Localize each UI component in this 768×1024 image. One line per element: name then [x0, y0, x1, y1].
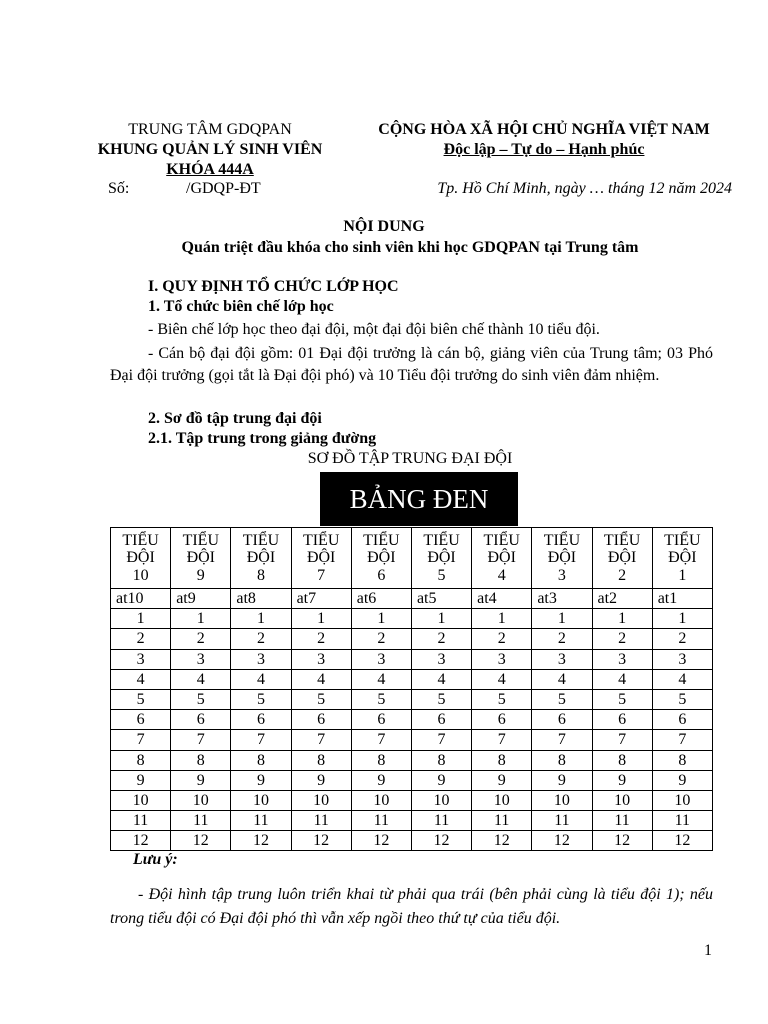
seat-number-cell: 3 [592, 649, 652, 669]
seat-number-cell: 4 [592, 669, 652, 689]
seat-number-cell: 7 [231, 730, 291, 750]
seat-number-cell: 7 [652, 730, 712, 750]
squad-header-num: 8 [256, 566, 265, 584]
table-row [111, 649, 713, 669]
table-row [111, 770, 713, 790]
note-text: - Đội hình tập trung luôn triển khai từ phải qua trái (bên phải cùng là tiểu đội 1); nếu trong tiểu đội có Đại đội phó thì vẫn xếp ngồi theo thứ tự của tiểu đội. [110, 886, 713, 927]
seat-number-cell: 10 [351, 790, 411, 810]
seat-number-cell: 6 [111, 710, 171, 730]
table-row [111, 669, 713, 689]
seat-number-cell: 9 [171, 770, 231, 790]
seat-number-cell: 11 [472, 811, 532, 831]
seat-number-cell: 5 [351, 689, 411, 709]
doc-title: NỘI DUNG [343, 218, 425, 235]
seat-number-cell: 10 [652, 790, 712, 810]
table-row [111, 689, 713, 709]
squad-code-cell: at1 [652, 589, 712, 609]
seat-number-cell: 12 [171, 831, 231, 851]
squad-header-num: 10 [132, 566, 149, 584]
paragraph-1 [110, 319, 713, 341]
seat-number-cell: 2 [111, 629, 171, 649]
seat-number-cell: 9 [472, 770, 532, 790]
seat-number-cell: 8 [532, 750, 592, 770]
squad-header-num: 2 [618, 566, 627, 584]
squad-header-word1: TIỂU [122, 531, 159, 549]
note-label: Lưu ý: [133, 851, 178, 868]
squad-header-word1: TIỂU [423, 531, 460, 549]
section-heading-1: I. QUY ĐỊNH TỔ CHỨC LỚP HỌC [148, 278, 399, 295]
seat-number-cell: 4 [652, 669, 712, 689]
subsection-heading-1: 1. Tổ chức biên chế lớp học [148, 298, 334, 315]
squad-code-cell: at3 [532, 589, 592, 609]
seat-number-cell: 3 [231, 649, 291, 669]
table-row [111, 730, 713, 750]
paragraph-1-text: - Biên chế lớp học theo đại đội, một đại đội biên chế thành 10 tiểu đội. [148, 321, 600, 338]
diagram-title: SƠ ĐỒ TẬP TRUNG ĐẠI ĐỘI [307, 450, 513, 467]
seat-number-cell: 5 [411, 689, 471, 709]
seat-number-cell: 1 [351, 609, 411, 629]
seat-number-cell: 3 [111, 649, 171, 669]
seat-number-cell: 9 [291, 770, 351, 790]
seat-number-cell: 10 [111, 790, 171, 810]
seat-number-cell: 10 [171, 790, 231, 810]
seat-number-cell: 9 [111, 770, 171, 790]
table-row [111, 811, 713, 831]
squad-header [291, 528, 351, 589]
seat-number-cell: 11 [111, 811, 171, 831]
seat-number-cell: 10 [472, 790, 532, 810]
squad-header-num: 7 [317, 566, 326, 584]
squad-header-num: 3 [557, 566, 566, 584]
squad-code-cell: at6 [351, 589, 411, 609]
seat-number-cell: 11 [532, 811, 592, 831]
seat-number-cell: 11 [171, 811, 231, 831]
seat-number-cell: 7 [532, 730, 592, 750]
seat-number-cell: 9 [351, 770, 411, 790]
squad-header [472, 528, 532, 589]
doc-number-label: Số: [108, 180, 130, 197]
seat-number-cell: 12 [532, 831, 592, 851]
seat-number-cell: 7 [472, 730, 532, 750]
subsection-heading-2-1: 2.1. Tập trung trong giảng đường [148, 430, 377, 447]
seat-number-cell: 9 [532, 770, 592, 790]
seat-number-cell: 3 [652, 649, 712, 669]
seat-number-cell: 12 [351, 831, 411, 851]
seat-number-cell: 8 [411, 750, 471, 770]
doc-subtitle: Quán triệt đầu khóa cho sinh viên khi học GDQPAN tại Trung tâm [181, 239, 639, 256]
seat-number-cell: 5 [472, 689, 532, 709]
seat-number-cell: 4 [171, 669, 231, 689]
seat-number-cell: 1 [111, 609, 171, 629]
squad-header-word1: TIỂU [363, 531, 400, 549]
blackboard-label: BẢNG ĐEN [320, 472, 518, 526]
squad-header-word1: TIỂU [242, 531, 280, 549]
seat-number-cell: 2 [231, 629, 291, 649]
seat-number-cell: 10 [411, 790, 471, 810]
seat-number-cell: 8 [111, 750, 171, 770]
seat-number-cell: 4 [231, 669, 291, 689]
table-row [111, 831, 713, 851]
squad-header-word2: ĐỘI [427, 549, 456, 567]
squad-code-row [111, 589, 713, 609]
table-row [111, 790, 713, 810]
table-header-row [111, 528, 713, 589]
seat-number-cell: 5 [652, 689, 712, 709]
seat-number-cell: 8 [652, 750, 712, 770]
squad-header-word2: ĐỘI [547, 549, 577, 567]
seat-number-cell: 6 [231, 710, 291, 730]
squad-header [532, 528, 592, 589]
seat-number-cell: 1 [472, 609, 532, 629]
squad-header [592, 528, 652, 589]
seat-number-cell: 4 [411, 669, 471, 689]
seat-number-cell: 2 [171, 629, 231, 649]
seat-number-cell: 11 [351, 811, 411, 831]
squad-header [652, 528, 712, 589]
seat-number-cell: 10 [291, 790, 351, 810]
paragraph-2-text: - Cán bộ đại đội gồm: 01 Đại đội trưởng là cán bộ, giảng viên của Trung tâm; 03 Phó Đại đội trưởng (gọi tắt là Đại đội phó) và 10 Tiểu đội trưởng do sinh viên đảm nhiệm. [110, 345, 713, 384]
seat-number-cell: 12 [592, 831, 652, 851]
squad-header-word2: ĐỘI [607, 549, 637, 567]
seat-number-cell: 9 [592, 770, 652, 790]
squad-code-cell: at8 [231, 589, 291, 609]
seat-number-cell: 10 [231, 790, 291, 810]
seat-number-cell: 1 [532, 609, 592, 629]
seat-number-cell: 4 [291, 669, 351, 689]
seat-number-cell: 5 [592, 689, 652, 709]
page-number: 1 [704, 942, 712, 959]
header-org-name: TRUNG TÂM GDQPAN [128, 121, 292, 138]
seat-number-cell: 8 [592, 750, 652, 770]
seat-number-cell: 4 [351, 669, 411, 689]
seat-number-cell: 9 [652, 770, 712, 790]
seat-number-cell: 3 [351, 649, 411, 669]
squad-header [231, 528, 291, 589]
squad-header-word2: ĐỘI [668, 549, 697, 567]
table-row [111, 710, 713, 730]
seat-number-cell: 8 [351, 750, 411, 770]
seat-number-cell: 2 [592, 629, 652, 649]
seat-number-cell: 5 [111, 689, 171, 709]
squad-header-num: 1 [678, 566, 687, 584]
note-paragraph [110, 883, 713, 931]
squad-header-word2: ĐỘI [186, 549, 215, 567]
squad-header-word1: TIỂU [664, 531, 701, 549]
squad-header [171, 528, 231, 589]
table-row [111, 750, 713, 770]
seat-number-cell: 11 [291, 811, 351, 831]
squad-header-word2: ĐỘI [487, 549, 516, 567]
seat-number-cell: 1 [411, 609, 471, 629]
seat-number-cell: 12 [652, 831, 712, 851]
doc-number-code: /GDQP-ĐT [186, 180, 261, 197]
squad-header-word2: ĐỘI [306, 549, 336, 567]
seat-number-cell: 8 [231, 750, 291, 770]
seat-number-cell: 6 [291, 710, 351, 730]
seat-number-cell: 8 [472, 750, 532, 770]
seat-number-cell: 1 [592, 609, 652, 629]
squad-header-word1: TIỂU [543, 531, 581, 549]
seat-number-cell: 10 [532, 790, 592, 810]
seat-number-cell: 3 [411, 649, 471, 669]
seat-number-cell: 8 [291, 750, 351, 770]
seat-number-cell: 4 [472, 669, 532, 689]
seat-number-cell: 12 [231, 831, 291, 851]
squad-header [411, 528, 471, 589]
seat-number-cell: 5 [171, 689, 231, 709]
seat-number-cell: 11 [592, 811, 652, 831]
seat-number-cell: 1 [291, 609, 351, 629]
seat-number-cell: 2 [351, 629, 411, 649]
squad-header-num: 6 [377, 566, 386, 584]
seat-number-cell: 2 [411, 629, 471, 649]
seat-number-cell: 6 [472, 710, 532, 730]
squad-code-cell: at9 [171, 589, 231, 609]
seat-number-cell: 10 [592, 790, 652, 810]
squad-code-cell: at4 [472, 589, 532, 609]
squad-code-cell: at10 [111, 589, 171, 609]
seat-number-cell: 3 [532, 649, 592, 669]
seat-number-cell: 2 [291, 629, 351, 649]
squad-header-word2: ĐỘI [126, 549, 155, 567]
subsection-heading-2: 2. Sơ đồ tập trung đại đội [148, 410, 322, 427]
squad-header-word1: TIỂU [483, 531, 520, 549]
seat-number-cell: 7 [291, 730, 351, 750]
squad-header-word2: ĐỘI [246, 549, 276, 567]
seat-number-cell: 6 [592, 710, 652, 730]
header-country: CỘNG HÒA XÃ HỘI CHỦ NGHĨA VIỆT NAM [378, 121, 710, 138]
seat-number-cell: 3 [171, 649, 231, 669]
seat-number-cell: 3 [472, 649, 532, 669]
seat-number-cell: 2 [532, 629, 592, 649]
squad-header-num: 4 [497, 566, 506, 584]
seat-number-cell: 6 [652, 710, 712, 730]
seat-number-cell: 6 [411, 710, 471, 730]
table-row [111, 629, 713, 649]
seat-number-cell: 4 [532, 669, 592, 689]
squad-code-cell: at7 [291, 589, 351, 609]
seat-number-cell: 2 [652, 629, 712, 649]
seat-number-cell: 7 [171, 730, 231, 750]
seat-number-cell: 6 [171, 710, 231, 730]
seat-number-cell: 1 [231, 609, 291, 629]
seat-number-cell: 1 [171, 609, 231, 629]
seat-number-cell: 1 [652, 609, 712, 629]
seat-number-cell: 7 [592, 730, 652, 750]
squad-header [111, 528, 171, 589]
seat-number-cell: 12 [111, 831, 171, 851]
squad-code-cell: at5 [411, 589, 471, 609]
header-motto: Độc lập – Tự do – Hạnh phúc [443, 141, 645, 158]
seat-number-cell: 4 [111, 669, 171, 689]
seating-table [110, 527, 713, 851]
seat-number-cell: 3 [291, 649, 351, 669]
seat-number-cell: 11 [231, 811, 291, 831]
squad-header-word1: TIỂU [182, 531, 219, 549]
table-row [111, 609, 713, 629]
seat-number-cell: 7 [351, 730, 411, 750]
squad-code-cell: at2 [592, 589, 652, 609]
seat-number-cell: 11 [652, 811, 712, 831]
seat-number-cell: 6 [532, 710, 592, 730]
seat-number-cell: 11 [411, 811, 471, 831]
squad-header-word1: TIỂU [302, 531, 340, 549]
header-unit-name: KHUNG QUẢN LÝ SINH VIÊN [97, 141, 323, 158]
table-body [111, 589, 713, 851]
seat-number-cell: 7 [411, 730, 471, 750]
seat-number-cell: 7 [111, 730, 171, 750]
seat-number-cell: 5 [532, 689, 592, 709]
seat-number-cell: 6 [351, 710, 411, 730]
seat-number-cell: 2 [472, 629, 532, 649]
squad-header [351, 528, 411, 589]
seat-number-cell: 5 [231, 689, 291, 709]
seat-number-cell: 9 [231, 770, 291, 790]
squad-header-num: 9 [196, 566, 205, 584]
seat-number-cell: 8 [171, 750, 231, 770]
seat-number-cell: 5 [291, 689, 351, 709]
squad-header-word1: TIỂU [603, 531, 641, 549]
seat-number-cell: 12 [472, 831, 532, 851]
seat-number-cell: 12 [411, 831, 471, 851]
header-date: Tp. Hồ Chí Minh, ngày … tháng 12 năm 2024 [437, 180, 732, 197]
squad-header-num: 5 [437, 566, 446, 584]
squad-header-word2: ĐỘI [367, 549, 396, 567]
seat-number-cell: 12 [291, 831, 351, 851]
seat-number-cell: 9 [411, 770, 471, 790]
header-course: KHÓA 444A [166, 161, 254, 178]
paragraph-2 [110, 343, 713, 387]
